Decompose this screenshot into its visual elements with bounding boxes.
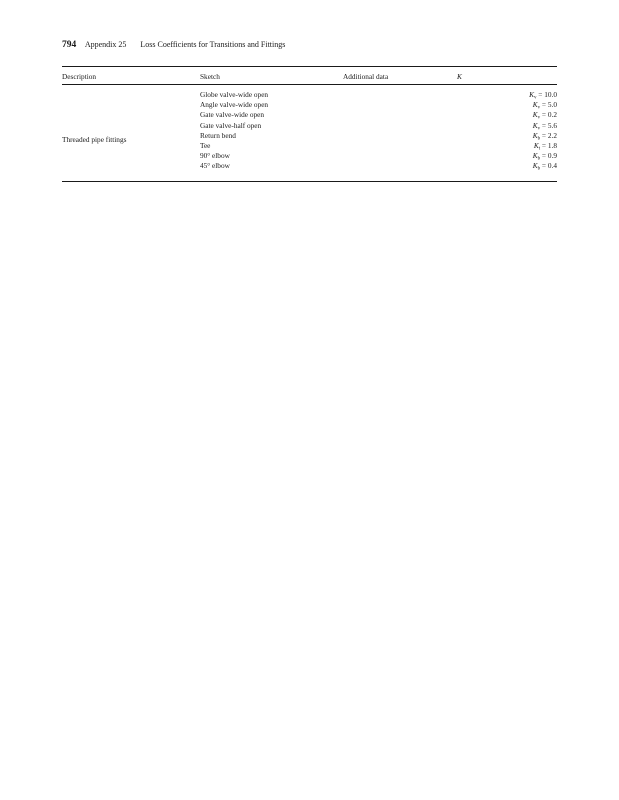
table-row [200,141,557,151]
fitting-name: 90° elbow [200,151,230,161]
fitting-name: Angle valve-wide open [200,100,269,110]
table-row [200,131,557,141]
appendix-label: Appendix 25 [84,40,127,49]
fitting-name: Gate valve-half open [200,120,262,130]
running-head [62,40,285,50]
header-additional-data: Additional data [343,72,389,81]
header-sketch: Sketch [200,72,220,81]
table-row [200,161,557,171]
page-number: 794 [62,40,77,50]
fitting-name: Gate valve-wide open [200,110,265,120]
k-value: $K_v = 5.6$ [532,120,557,132]
k-value: $K_b = 0.9$ [532,151,557,162]
table-header-rule [62,84,557,85]
k-value: $K_v = 10.0$ [529,90,557,101]
header-description: Description [62,72,97,81]
fitting-name: Globe valve-wide open [200,90,269,99]
table-top-rule [62,66,557,67]
table-row [200,100,557,110]
table-rows [200,90,557,172]
running-title: Loss Coefficients for Transitions and Fittings [140,40,286,49]
fitting-name: Tee [200,140,211,150]
k-value: $K_v = 0.2$ [532,110,557,121]
k-value: $K_b = 2.2$ [532,130,557,142]
fitting-name: Return bend [200,130,236,140]
table-row [200,110,557,120]
table-row [200,90,557,100]
fitting-name: 45° elbow [200,161,230,171]
k-value: $K_b = 0.4$ [532,161,557,172]
description-cell: Threaded pipe fittings [62,135,127,144]
k-value: $K_t = 1.8$ [533,140,557,152]
header-k: K [457,72,462,81]
table-bottom-rule [62,181,557,182]
table-row [200,151,557,161]
k-value: $K_v = 5.0$ [532,100,557,111]
table-row [200,121,557,131]
